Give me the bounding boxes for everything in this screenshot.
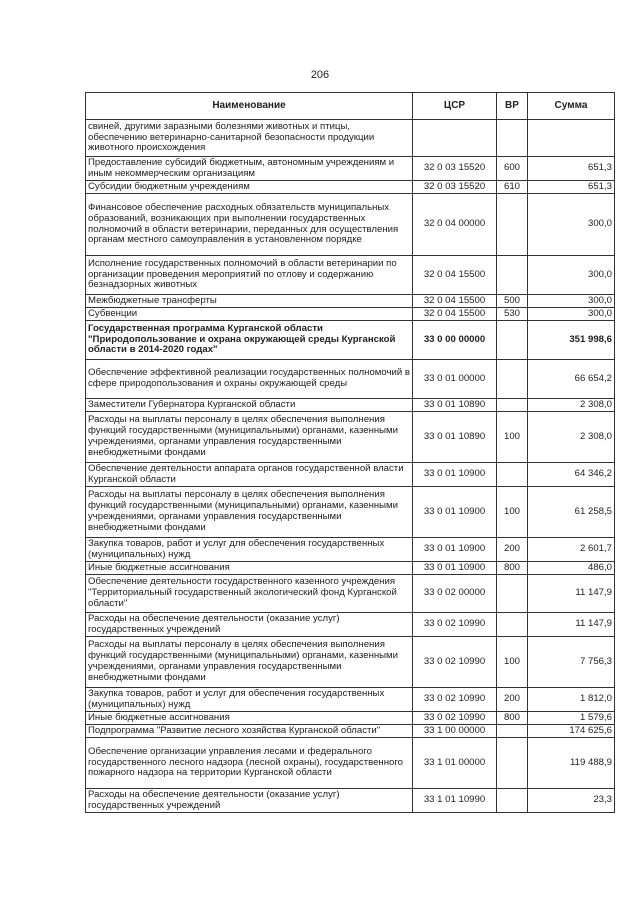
cell-name: Предоставление субсидий бюджетным, автономным учреждениям и иным некоммерческим организациям	[86, 157, 413, 181]
cell-csr: 33 1 01 10990	[413, 789, 497, 813]
cell-sum: 651,3	[528, 181, 615, 194]
cell-vr: 530	[497, 308, 528, 321]
table-header-row	[86, 93, 615, 120]
cell-csr: 33 0 02 10990	[413, 637, 497, 688]
cell-vr	[497, 613, 528, 637]
cell-sum: 1 812,0	[528, 688, 615, 712]
cell-vr	[497, 789, 528, 813]
cell-sum: 2 308,0	[528, 412, 615, 463]
cell-sum: 11 147,9	[528, 575, 615, 613]
cell-csr: 33 0 02 00000	[413, 575, 497, 613]
table-row	[86, 688, 615, 712]
table-row	[86, 308, 615, 321]
cell-sum: 66 654,2	[528, 360, 615, 399]
cell-name: Иные бюджетные ассигнования	[86, 712, 413, 725]
table-row	[86, 562, 615, 575]
header-csr: ЦСР	[413, 93, 497, 120]
table-body	[86, 120, 615, 813]
cell-vr: 100	[497, 487, 528, 538]
cell-name: Субвенции	[86, 308, 413, 321]
table-row	[86, 295, 615, 308]
cell-csr: 33 0 01 10890	[413, 412, 497, 463]
cell-name: Расходы на выплаты персоналу в целях обеспечения выполнения функций государственными (муниципальными) органами, казенными учреждениями, органами управления государственными внебюджетными фондами	[86, 412, 413, 463]
cell-csr: 33 0 02 10990	[413, 712, 497, 725]
cell-name: Обеспечение организации управления лесами и федерального государственного лесного надзора (лесной охраны), государственного пожарного надзора на территории Курганской области	[86, 738, 413, 789]
cell-name: Расходы на обеспечение деятельности (оказание услуг) государственных учреждений	[86, 789, 413, 813]
table-row	[86, 412, 615, 463]
cell-vr	[497, 321, 528, 360]
cell-name: Исполнение государственных полномочий в области ветеринарии по организации проведения мероприятий по отлову и содержанию безнадзорных животных	[86, 256, 413, 295]
cell-csr: 33 1 01 00000	[413, 738, 497, 789]
cell-name: Финансовое обеспечение расходных обязательств муниципальных образований, возникающих при выполнении государственных полномочий в области ветеринарии, переданных для осуществления органам местного самоуправления в установленном порядке	[86, 194, 413, 256]
cell-vr: 200	[497, 538, 528, 562]
cell-sum: 351 998,6	[528, 321, 615, 360]
cell-csr: 32 0 04 15500	[413, 256, 497, 295]
cell-name: Субсидии бюджетным учреждениям	[86, 181, 413, 194]
table-row	[86, 321, 615, 360]
cell-sum: 2 308,0	[528, 399, 615, 412]
table-row	[86, 194, 615, 256]
header-name: Наименование	[86, 93, 413, 120]
cell-csr: 32 0 04 15500	[413, 308, 497, 321]
table-row	[86, 181, 615, 194]
table-row	[86, 399, 615, 412]
cell-sum: 1 579,6	[528, 712, 615, 725]
page-number: 206	[310, 69, 330, 81]
cell-name: Расходы на выплаты персоналу в целях обеспечения выполнения функций государственными (муниципальными) органами, казенными учреждениями, органами управления государственными внебюджетными фондами	[86, 637, 413, 688]
cell-csr: 33 0 01 10900	[413, 463, 497, 487]
table-row	[86, 538, 615, 562]
cell-name: Закупка товаров, работ и услуг для обеспечения государственных (муниципальных) нужд	[86, 688, 413, 712]
cell-vr: 100	[497, 412, 528, 463]
table-row	[86, 789, 615, 813]
cell-vr	[497, 738, 528, 789]
cell-csr: 33 0 01 10900	[413, 538, 497, 562]
cell-sum: 300,0	[528, 256, 615, 295]
cell-name: Обеспечение деятельности аппарата органов государственной власти Курганской области	[86, 463, 413, 487]
cell-name: Иные бюджетные ассигнования	[86, 562, 413, 575]
cell-sum: 61 258,5	[528, 487, 615, 538]
table-row	[86, 613, 615, 637]
cell-vr	[497, 399, 528, 412]
header-vr: ВР	[497, 93, 528, 120]
cell-name: свиней, другими заразными болезнями животных и птицы, обеспечению ветеринарно-санитарной безопасности продукции животного происхождения	[86, 120, 413, 157]
cell-csr: 33 0 00 00000	[413, 321, 497, 360]
cell-sum: 23,3	[528, 789, 615, 813]
cell-name: Заместители Губернатора Курганской области	[86, 399, 413, 412]
cell-vr: 200	[497, 688, 528, 712]
budget-table	[85, 92, 615, 813]
cell-name: Расходы на выплаты персоналу в целях обеспечения выполнения функций государственными (муниципальными) органами, казенными учреждениями, органами управления государственными внебюджетными фондами	[86, 487, 413, 538]
cell-csr: 33 0 01 10900	[413, 562, 497, 575]
cell-vr: 500	[497, 295, 528, 308]
cell-name: Расходы на обеспечение деятельности (оказание услуг) государственных учреждений	[86, 613, 413, 637]
table-row	[86, 120, 615, 157]
cell-csr: 33 0 01 10900	[413, 487, 497, 538]
cell-csr: 32 0 04 00000	[413, 194, 497, 256]
cell-vr: 600	[497, 157, 528, 181]
table-row	[86, 738, 615, 789]
cell-csr: 32 0 03 15520	[413, 181, 497, 194]
cell-sum	[528, 120, 615, 157]
cell-vr	[497, 463, 528, 487]
cell-csr	[413, 120, 497, 157]
cell-vr: 800	[497, 562, 528, 575]
cell-csr: 33 0 02 10990	[413, 688, 497, 712]
cell-name: Обеспечение эффективной реализации государственных полномочий в сфере природопользования и охраны окружающей среды	[86, 360, 413, 399]
cell-sum: 2 601,7	[528, 538, 615, 562]
cell-sum: 300,0	[528, 194, 615, 256]
table-row	[86, 575, 615, 613]
table-row	[86, 256, 615, 295]
cell-csr: 33 1 00 00000	[413, 725, 497, 738]
table-row	[86, 463, 615, 487]
cell-name: Закупка товаров, работ и услуг для обеспечения государственных (муниципальных) нужд	[86, 538, 413, 562]
cell-vr: 610	[497, 181, 528, 194]
cell-vr: 100	[497, 637, 528, 688]
table-row	[86, 157, 615, 181]
cell-name: Обеспечение деятельности государственного казенного учреждения "Территориальный государственный экологический фонд Курганской области"	[86, 575, 413, 613]
cell-sum: 11 147,9	[528, 613, 615, 637]
cell-name: Государственная программа Курганской области "Природопользование и охрана окружающей среды Курганской области в 2014-2020 годах"	[86, 321, 413, 360]
cell-sum: 64 346,2	[528, 463, 615, 487]
cell-sum: 119 488,9	[528, 738, 615, 789]
cell-sum: 486,0	[528, 562, 615, 575]
cell-sum: 651,3	[528, 157, 615, 181]
cell-csr: 33 0 02 10990	[413, 613, 497, 637]
cell-vr	[497, 120, 528, 157]
table-row	[86, 487, 615, 538]
cell-sum: 174 625,6	[528, 725, 615, 738]
cell-csr: 32 0 03 15520	[413, 157, 497, 181]
cell-csr: 32 0 04 15500	[413, 295, 497, 308]
cell-vr	[497, 575, 528, 613]
table-row	[86, 360, 615, 399]
cell-sum: 300,0	[528, 308, 615, 321]
cell-sum: 300,0	[528, 295, 615, 308]
cell-csr: 33 0 01 10890	[413, 399, 497, 412]
cell-csr: 33 0 01 00000	[413, 360, 497, 399]
table-row	[86, 712, 615, 725]
table-row	[86, 725, 615, 738]
cell-vr: 800	[497, 712, 528, 725]
cell-name: Подпрограмма "Развитие лесного хозяйства Курганской области"	[86, 725, 413, 738]
table-row	[86, 637, 615, 688]
cell-vr	[497, 256, 528, 295]
cell-vr	[497, 194, 528, 256]
cell-vr	[497, 725, 528, 738]
cell-sum: 7 756,3	[528, 637, 615, 688]
cell-vr	[497, 360, 528, 399]
header-sum: Сумма	[528, 93, 615, 120]
cell-name: Межбюджетные трансферты	[86, 295, 413, 308]
